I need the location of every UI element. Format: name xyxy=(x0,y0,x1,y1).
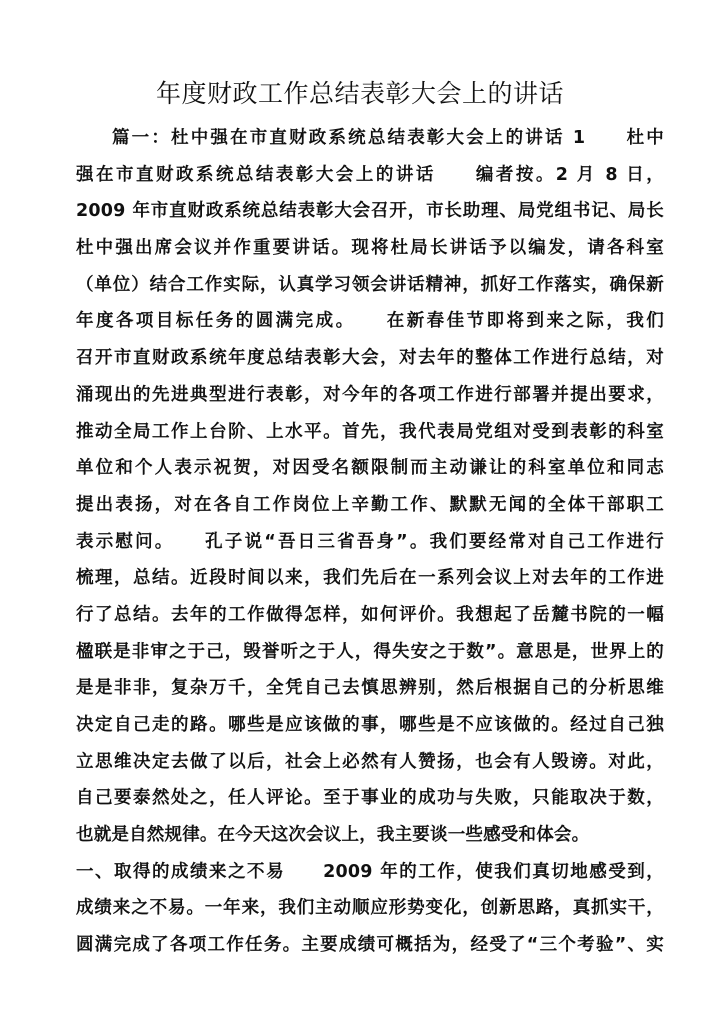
body-line: 召开市直财政系统年度总结表彰大会，对去年的整体工作进行总结，对 xyxy=(76,348,664,369)
body-line: 成绩来之不易。一年来，我们主动顺应形势变化，创新思路，真抓实干， xyxy=(76,898,664,919)
body-line: 年度各项目标任务的圆满完成。 在新春佳节即将到来之际，我们 xyxy=(76,311,664,332)
document-body xyxy=(76,120,664,964)
body-line: 自己要泰然处之，任人评论。至于事业的成功与失败，只能取决于数， xyxy=(76,788,664,809)
body-line: （单位）结合工作实际，认真学习领会讲话精神，抓好工作落实，确保新 xyxy=(76,274,664,295)
body-line: 楹联是非审之于己，毁誉听之于人，得失安之于数”。意思是，世界上的 xyxy=(76,641,664,662)
body-line: 圆满完成了各项工作任务。主要成绩可概括为，经受了“三个考验”、实 xyxy=(76,935,664,956)
body-line: 也就是自然规律。在今天这次会议上，我主要谈一些感受和体会。 xyxy=(76,825,590,846)
body-line: 杜中强出席会议并作重要讲话。现将杜局长讲话予以编发，请各科室 xyxy=(76,238,664,259)
body-line: 一、取得的成绩来之不易 2009 年的工作，使我们真切地感受到， xyxy=(76,861,664,882)
body-line: 是是非非，复杂万千，全凭自己去慎思辨别，然后根据自己的分析思维 xyxy=(76,678,664,699)
body-line: 推动全局工作上台阶、上水平。首先，我代表局党组对受到表彰的科室 xyxy=(76,421,664,442)
body-line: 行了总结。去年的工作做得怎样，如何评价。我想起了岳麓书院的一幅 xyxy=(76,604,664,625)
body-line: 提出表扬，对在各自工作岗位上辛勤工作、默默无闻的全体干部职工 xyxy=(76,494,664,515)
body-line: 梳理，总结。近段时间以来，我们先后在一系列会议上对去年的工作进 xyxy=(76,568,664,589)
body-line: 2009 年市直财政系统总结表彰大会召开，市长助理、局党组书记、局长 xyxy=(76,201,664,222)
document-title: 年度财政工作总结表彰大会上的讲话 xyxy=(155,79,564,108)
body-line: 篇一：杜中强在市直财政系统总结表彰大会上的讲话 1 杜中 xyxy=(112,128,664,148)
body-line: 立思维决定去做了以后，社会上必然有人赞扬，也会有人毁谤。对此， xyxy=(76,751,664,772)
body-line: 决定自己走的路。哪些是应该做的事，哪些是不应该做的。经过自己独 xyxy=(76,715,664,735)
body-line: 表示慰问。 孔子说“吾日三省吾身”。我们要经常对自己工作进行 xyxy=(76,531,664,552)
body-line: 单位和个人表示祝贺，对因受名额限制而主动谦让的科室单位和同志 xyxy=(76,458,664,479)
body-line: 涌现出的先进典型进行表彰，对今年的各项工作进行部署并提出要求， xyxy=(76,384,664,405)
body-line: 强在市直财政系统总结表彰大会上的讲话 编者按。2 月 8 日， xyxy=(76,164,664,185)
